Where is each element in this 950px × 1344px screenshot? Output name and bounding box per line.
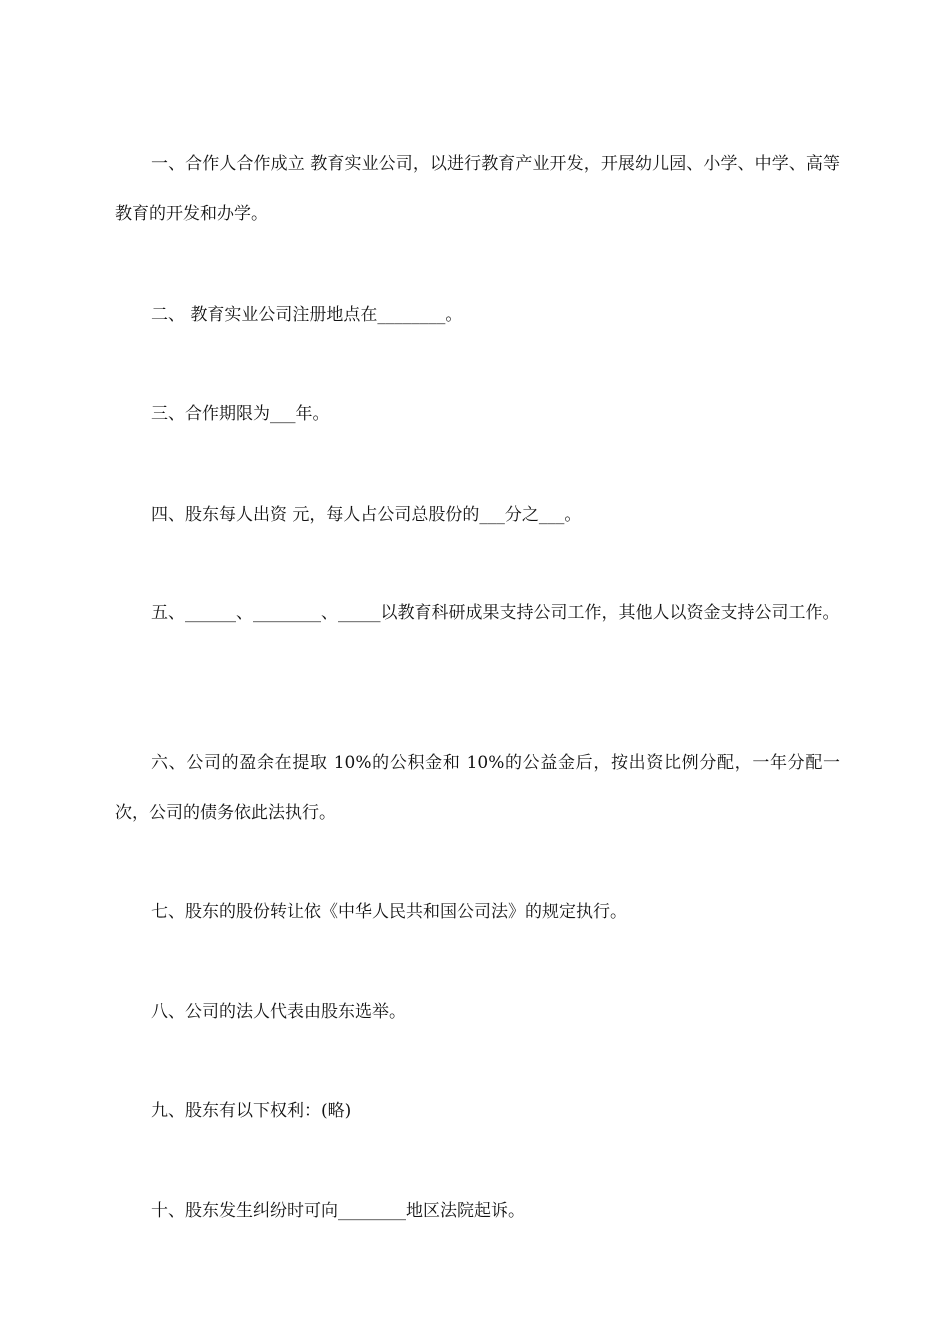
clause-6: 六、公司的盈余在提取 10%的公积金和 10%的公益金后，按出资比例分配，一年分配一次，公司的债务依此法执行。 (115, 753, 840, 823)
clause-2: 二、 教育实业公司注册地点在________。 (151, 305, 463, 325)
clause-10: 十、股东发生纠纷时可向________地区法院起诉。 (151, 1201, 525, 1221)
clause-4: 四、股东每人出资 元，每人占公司总股份的___分之___。 (151, 505, 582, 525)
clause-7: 七、股东的股份转让依《中华人民共和国公司法》的规定执行。 (151, 902, 627, 922)
clause-5: 五、______、________、_____以教育科研成果支持公司工作，其他人以资金支持公司工作。 (151, 603, 840, 623)
clause-9: 九、股东有以下权利：(略) (151, 1101, 352, 1121)
clause-8: 八、公司的法人代表由股东选举。 (151, 1002, 406, 1022)
clause-1: 一、合作人合作成立 教育实业公司，以进行教育产业开发，开展幼儿园、小学、中学、高等教育的开发和办学。 (115, 154, 840, 224)
clause-3: 三、合作期限为___年。 (151, 404, 330, 424)
